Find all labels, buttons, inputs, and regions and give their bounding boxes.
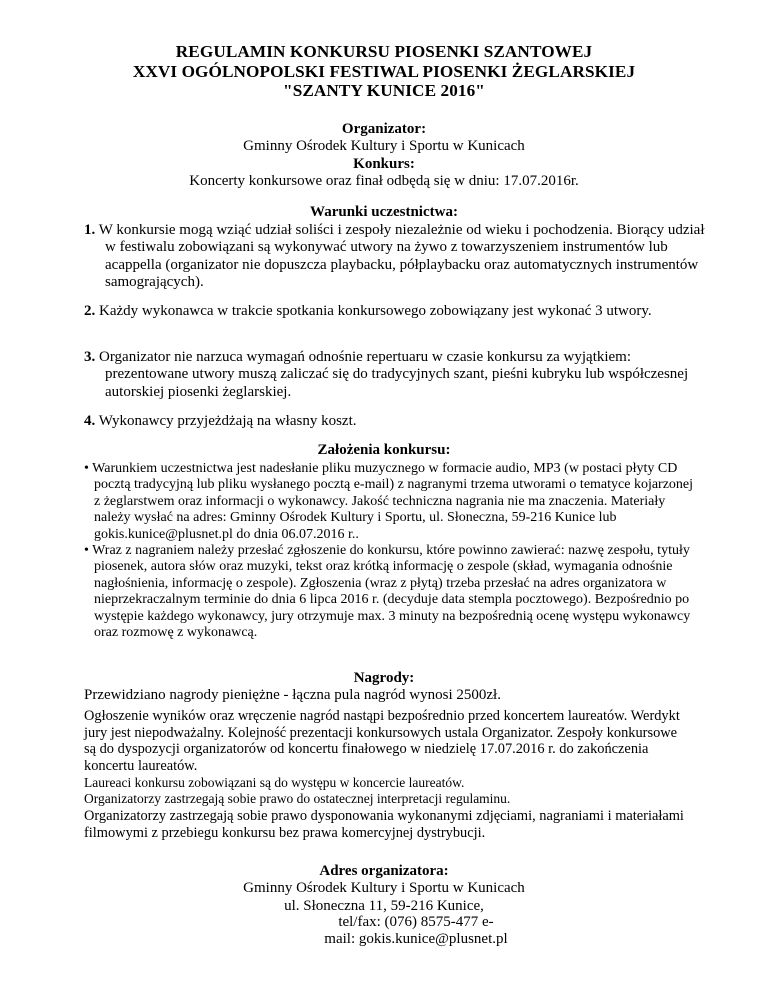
prizes-paragraph-3: Laureaci konkursu zobowiązani są do występu w koncercie laureatów.	[84, 775, 465, 790]
address-line-2: ul. Słoneczna 11, 59-216 Kunice,	[284, 897, 484, 914]
condition-item-2	[84, 303, 705, 320]
condition-number: 4.	[84, 413, 96, 429]
title-line-2: XXVI OGÓLNOPOLSKI FESTIWAL PIOSENKI ŻEGLARSKIEJ	[132, 61, 636, 81]
condition-text: Organizator nie narzuca wymagań odnośnie repertuaru w czasie konkursu za wyjątkiem: prezentowane utwory muszą zaliczać się do tradycyjnych szant, pieśni kubryku lub współczesnej autorskiej piosenki żeglarskiej.	[99, 349, 689, 400]
phone-fax-line: tel/fax: (076) 8575-477 e-	[338, 914, 494, 930]
prizes-paragraph-4: Organizatorzy zastrzegają sobie prawo do ostatecznej interpretacji regulaminu.	[84, 791, 511, 806]
assumption-item-1	[84, 461, 698, 543]
assumption-item-2	[84, 543, 698, 641]
prizes-paragraph-5: Organizatorzy zastrzegają sobie prawo dysponowania wykonanymi zdjęciami, nagraniami i materiałami filmowymi z przebiegu konkursu bez prawa komercyjnej dystrybucji.	[84, 808, 684, 841]
assumptions-heading: Założenia konkursu:	[317, 442, 451, 458]
contact-block	[286, 914, 546, 947]
organizer-section	[0, 121, 768, 191]
assumption-text: Wraz z nagraniem należy przesłać zgłoszenie do konkursu, które powinno zawierać: nazwę zespołu, tytuły piosenek, autora słów oraz muzyki, tekst oraz krótką informację o zespole (skład, wymagania odnośnie nagłośnienia, informację o zespole). Zgłoszenia (wraz z płytą) trzeba przesłać na adres organizatora w nieprzekraczalnym terminie do dnia 6 lipca 2016 r. (decyduje data stempla pocztowego). Bezpośrednio po występie każdego wykonawcy, jury otrzymuje max. 3 minuty na bezpośrednią ocenę występu wykonawcy oraz rozmowę z wykonawcą.	[92, 543, 691, 641]
title-line-3: "SZANTY KUNICE 2016"	[283, 81, 485, 100]
condition-number: 1.	[84, 222, 96, 238]
address-heading: Adres organizatora:	[319, 863, 449, 879]
assumption-text: Warunkiem uczestnictwa jest nadesłanie pliku muzycznego w formacie audio, MP3 (w postaci płyty CD pocztą tradycyjną lub pliku wysłanego pocztą e-mail) z nagranymi trzema utworami o tematyce kojarzonej z żeglarstwem oraz informacji o wykonawcy. Jakość techniczna nagrania nie ma znaczenia. Materiały należy wysłać na adres: Gminny Ośrodek Kultury i Sportu, ul. Słoneczna, 59-216 Kunice lub gokis.kunice@plusnet.pl do dnia 06.07.2016 r..	[92, 461, 694, 542]
email-line: mail: gokis.kunice@plusnet.pl	[324, 930, 508, 947]
condition-text: Wykonawcy przyjeżdżają na własny koszt.	[98, 413, 357, 429]
condition-item-4	[84, 413, 705, 430]
condition-item-1	[84, 222, 705, 292]
organizer-name: Gminny Ośrodek Kultury i Sportu w Kunicach	[243, 138, 525, 155]
condition-item-3	[84, 349, 705, 401]
condition-number: 3.	[84, 349, 96, 365]
bullet: •	[84, 543, 89, 558]
contest-heading: Konkurs:	[353, 155, 415, 172]
contest-text: Koncerty konkursowe oraz finał odbędą się w dniu: 17.07.2016r.	[189, 173, 579, 190]
condition-text: W konkursie mogą wziąć udział soliści i zespoły niezależnie od wieku i pochodzenia. Biorący udział w festiwalu zobowiązani są wykonywać utwory na żywo z towarzyszeniem instrumentów lub acappella (organizator nie dopuszcza playbacku, półplaybacku oraz automatycznych instrumentów samogrających).	[98, 222, 705, 291]
conditions-heading: Warunki uczestnictwa:	[310, 204, 458, 220]
address-section	[0, 863, 768, 915]
prizes-paragraph-2: Ogłoszenie wyników oraz wręczenie nagród nastąpi bezpośrednio przed koncertem laureatów. Werdykt jury jest niepodważalny. Kolejność prezentacji konkursowych ustala Organizator. Zespoły konkursowe są do dyspozycji organizatorów od koncertu finałowego w niedzielę 17.07.2016 r. do zakończenia koncertu laureatów.	[84, 708, 680, 774]
title-line-1: REGULAMIN KONKURSU PIOSENKI SZANTOWEJ	[175, 42, 593, 61]
organizer-heading: Organizator:	[341, 121, 427, 137]
document-title	[0, 42, 768, 101]
address-line-1: Gminny Ośrodek Kultury i Sportu w Kunicach	[243, 880, 525, 897]
bullet: •	[84, 461, 89, 476]
prizes-paragraph-1: Przewidziano nagrody pieniężne - łączna pula nagród wynosi 2500zł.	[84, 687, 501, 703]
condition-text: Każdy wykonawca w trakcie spotkania konkursowego zobowiązany jest wykonać 3 utwory.	[99, 303, 652, 319]
condition-number: 2.	[84, 303, 96, 319]
prizes-heading: Nagrody:	[353, 670, 415, 686]
